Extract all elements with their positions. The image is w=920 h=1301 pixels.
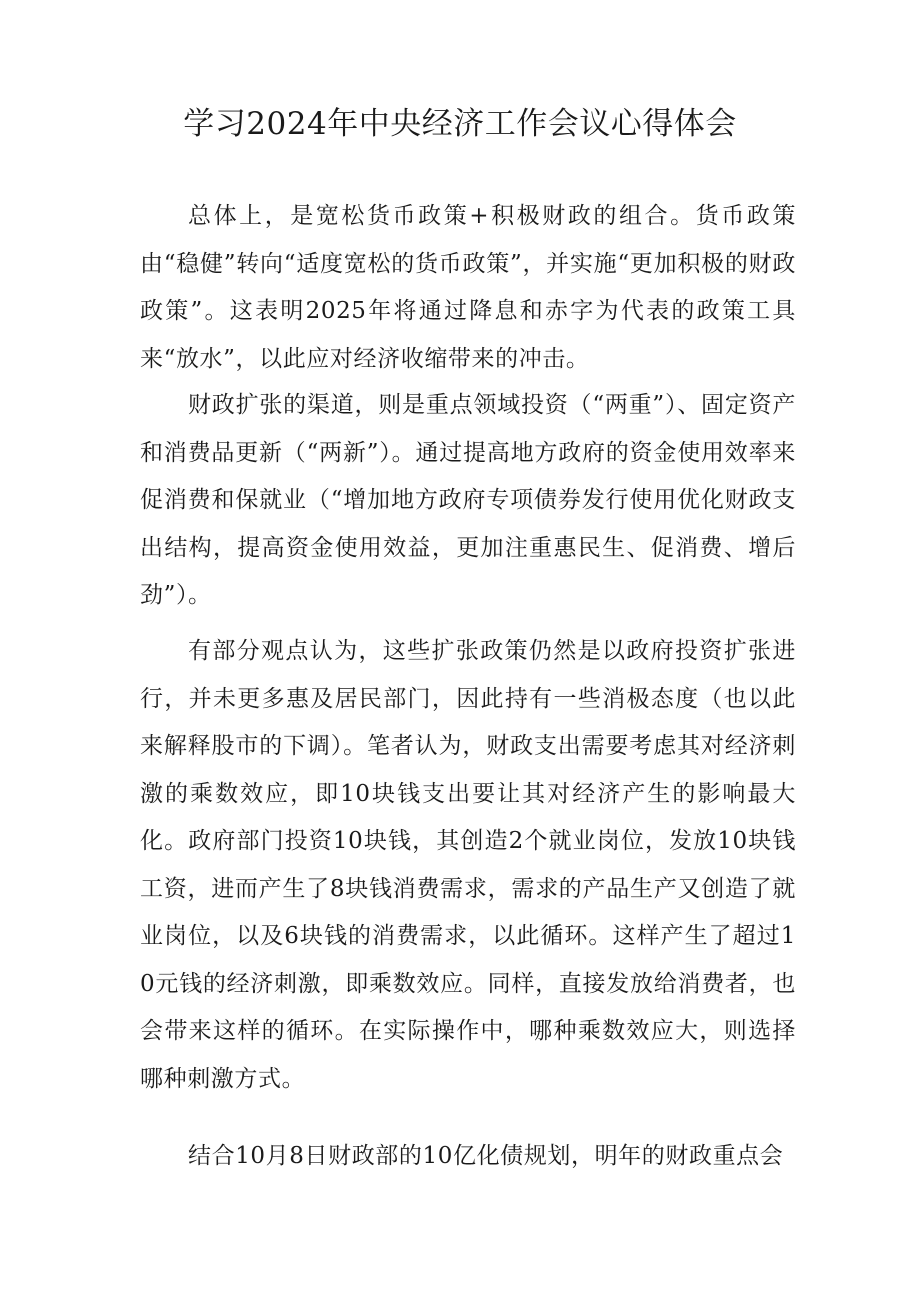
document-title: 学习2024年中央经济工作会议心得体会 xyxy=(183,106,737,142)
paragraph-fiscal-expansion-channels: 财政扩张的渠道，则是重点领域投资（“两重”）、固定资产和消费品更新（“两新”）。通过提高地方政府的资金使用效率来促消费和保就业（“增加地方政府专项债券发行使用优化财政支出结构，提高资金使用效益，更加注重惠民生、促消费、增后劲”）。 xyxy=(140,392,796,608)
paragraph-multiplier-effect: 有部分观点认为，这些扩张政策仍然是以政府投资扩张进行，并未更多惠及居民部门，因此持有一些消极态度（也以此来解释股市的下调）。笔者认为，财政支出需要考虑其对经济刺激的乘数效应，即10块钱支出要让其对经济产生的影响最大化。政府部门投资10块钱，其创造2个就业岗位，发放10块钱工资，进而产生了8块钱消费需求，需求的产品生产又创造了就业岗位，以及6块钱的消费需求，以此循环。这样产生了超过10元钱的经济刺激，即乘数效应。同样，直接发放给消费者，也会带来这样的循环。在实际操作中，哪种乘数效应大，则选择哪种刺激方式。 xyxy=(140,638,796,1092)
paragraph-policy-overview: 总体上，是宽松货币政策+积极财政的组合。货币政策由“稳健”转向“适度宽松的货币政策”，并实施“更加积极的财政政策”。这表明2025年将通过降息和赤字为代表的政策工具来“放水”，以此应对经济收缩带来的冲击。 xyxy=(140,203,796,372)
paragraph-debt-plan: 结合10月8日财政部的10亿化债规划，明年的财政重点会 xyxy=(188,1143,784,1169)
